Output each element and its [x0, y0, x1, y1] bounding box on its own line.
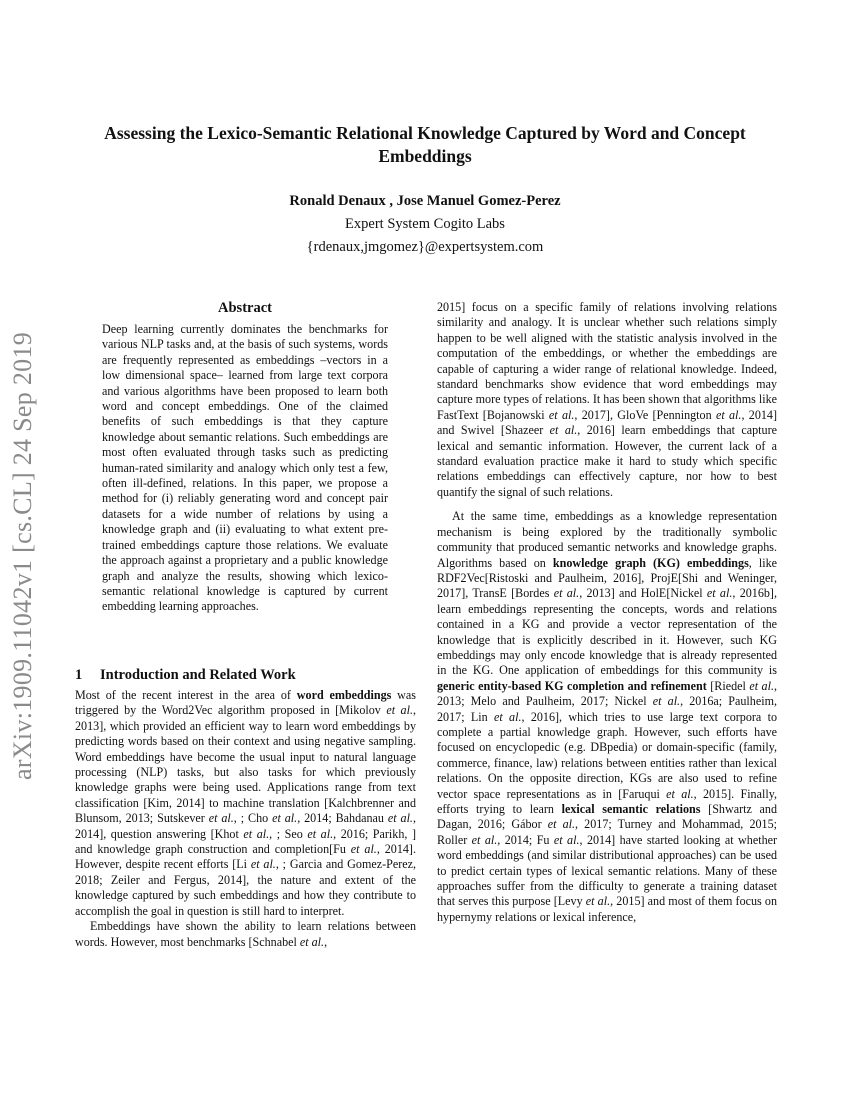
bold-term: word embeddings	[296, 688, 392, 702]
italic-text: et al.	[386, 703, 413, 718]
paragraph	[437, 300, 777, 500]
right-column-body	[437, 300, 777, 925]
bold-term: generic entity-based KG completion and refinement	[437, 678, 707, 693]
text-run: , like RDF2Vec[Ristoski and Paulheim, 2016], ProjE[Shi and Weninger, 2017], TransE [Bordes	[437, 555, 778, 601]
text-run: , 2014; Fu	[497, 832, 554, 847]
text-run: , 2014] and Swivel [Shazeer	[437, 407, 777, 438]
text-run: , 2016; Parikh, ] and knowledge graph construction and completion[Fu	[75, 826, 417, 857]
bold-term: lexical semantic relations	[561, 802, 701, 816]
section-heading	[75, 667, 415, 684]
paragraph	[75, 919, 416, 950]
abstract-body	[102, 322, 388, 615]
text-run: 2015] focus on a specific family of relations involving relations similarity and analogy. It is unclear whether such relations simply happen to be well aligned with the statistic analysis involved in the computation of the embeddings, or whether the embeddings are capable of capturing a wider range of relational knowledge. Indeed, standard benchmarks show evidence that word embeddings may capture more types of relations. It has been shown that algorithms like FastText [Bojanowski	[437, 300, 777, 422]
text-run: At the same time, embeddings as a knowledge representation mechanism is being explored by the traditionally symbolic community that produced semantic networks and knowledge graphs. Algorithms based on	[437, 509, 777, 570]
italic-text: et al.	[471, 832, 498, 847]
text-run: , ; Garcia and Gomez-Perez, 2018; Zeiler and Fergus, 2014], the nature and extent of the knowledge captured by such embeddings and how they contribute to accomplish the goal in question is still hard to interpret.	[75, 857, 416, 918]
text-run: , 2014; Bahdanau	[297, 811, 388, 826]
text-run: [Shwartz and Dagan, 2016; Gábor	[437, 802, 777, 832]
italic-text: et al.	[666, 786, 694, 801]
text-run: , 2017; Turney and Mohammad, 2015; Roller	[437, 817, 777, 847]
text-run: , ; Seo	[269, 826, 308, 841]
text-run: [Riedel	[706, 678, 750, 693]
text-run: , ; Cho	[233, 811, 273, 826]
text-run: , 2014] have started looking at whether word embeddings (and similar distributional approaches) can be used to predict certain types of lexical semantic relations. Many of these approaches suffer from the difficulty to generate a training dataset that serves this purpose [Levy	[437, 832, 778, 909]
text-run: Embeddings have shown the ability to learn relations between words. However, most benchmarks [Schnabel	[75, 919, 416, 949]
text-run: , 2013], which provided an efficient way to learn word embeddings by predicting words based on their context and using negative sampling. Word embeddings have become the usual input to natural language processing (NLP) tasks, but also tasks for which previously knowledge graphs were being used. Applications range from text classification [Kim, 2014] to machine translation [Kalchbrenner and Blunsom, 2013; Sutskever	[75, 703, 416, 826]
italic-text: et al.	[553, 832, 580, 847]
text-run: , 2016a; Paulheim, 2017; Lin	[437, 694, 777, 724]
text-run: Most of the recent interest in the area of	[75, 688, 297, 702]
text-run: , 2016b], learn embeddings representing the concepts, words and relations contained in a KG and provide a vector representation of the knowledge that is explicitly described in it. However, such KG embeddings may only encode knowledge that is already represented in the KG. One application of embeddings for this community is	[437, 586, 777, 678]
paper-title: Assessing the Lexico-Semantic Relational Knowledge Captured by Word and Concept Embeddings	[104, 123, 746, 166]
text-run: , 2015]. Finally, efforts trying to learn	[437, 786, 777, 816]
bold-term: knowledge graph (KG) embeddings	[552, 555, 749, 570]
text-run: was triggered by the Word2Vec algorithm proposed in [Mikolov	[75, 688, 416, 718]
text-run: , 2016], which tries to use large text corpora to complete a partial knowledge graph. However, such efforts have focused on encyclopedic (e.g. DBpedia) or domain-specific (family, commerce, finance, law) relations between entities rather than lexical relations. On the opposite direction, KGs are also used to refine vector space representations as in [Faruqui	[437, 709, 777, 801]
text-run: , 2014]. However, despite recent efforts [Li	[75, 842, 416, 872]
italic-text: et al.	[749, 678, 774, 693]
italic-text: et al.	[250, 857, 276, 872]
text-run: , 2013] and HolE[Nickel	[579, 586, 707, 601]
paragraph	[437, 509, 777, 925]
text-run: ,	[324, 934, 328, 949]
italic-text: et al.	[494, 709, 522, 724]
italic-text: et al.	[243, 826, 270, 841]
italic-text: et al.	[553, 586, 580, 601]
left-column-body	[75, 688, 416, 950]
author-email: {rdenaux,jmgomez}@expertsystem.com	[306, 239, 544, 255]
section-number: 1	[75, 667, 83, 683]
author-affiliation: Expert System Cogito Labs	[345, 216, 505, 232]
italic-text: et al.	[549, 423, 578, 438]
italic-text: et al.	[652, 694, 681, 709]
paper-authors: Ronald Denaux , Jose Manuel Gomez-Perez	[289, 193, 561, 209]
abstract-heading: Abstract	[218, 300, 272, 316]
italic-text: et al.	[272, 811, 298, 826]
section-title: Introduction and Related Work	[100, 667, 296, 683]
italic-text: et al.	[299, 934, 325, 949]
italic-text: et al.	[350, 842, 377, 857]
italic-text: et al.	[715, 407, 742, 422]
italic-text: et al.	[387, 811, 413, 826]
text-run: , 2013; Melo and Paulheim, 2017; Nickel	[437, 678, 777, 709]
italic-text: et al.	[307, 826, 334, 841]
italic-text: et al.	[706, 586, 733, 601]
abstract-text: Deep learning currently dominates the benchmarks for various NLP tasks and, at the basis of such systems, words are frequently represented as embeddings –vectors in a low dimensional space– learned from large text corpora and various algorithms have been proposed to learn both word and concept embeddings. One of the claimed benefits of such embeddings is that they capture knowledge about semantic relations. Such embeddings are most often evaluated through tasks such as predicting human-rated similarity and analogy which only test a few, often ill-defined, relations. In this paper, we propose a method for (i) reliably generating word and concept pair datasets for a wide number of relations by using a knowledge graph and (ii) evaluating to what extent pre-trained embeddings capture those relations. We evaluate the approach against a proprietary and a public knowledge graph and analyze the results, showing which lexico-semantic relational knowledge is captured by current embedding learning approaches.	[102, 322, 388, 614]
italic-text: et al.	[585, 894, 611, 909]
text-run: , 2014], question answering [Khot	[75, 811, 416, 841]
italic-text: et al.	[548, 407, 575, 422]
text-run: , 2015] and most of them focus on hypernymy relations or lexical inference,	[437, 894, 777, 924]
arxiv-identifier: arXiv:1909.11042v1 [cs.CL] 24 Sep 2019	[8, 331, 37, 780]
italic-text: et al.	[208, 811, 234, 826]
italic-text: et al.	[547, 817, 576, 832]
text-run: , 2016] learn embeddings that capture lexical and semantic information. However, the current lack of a standard evaluation practice make it hard to study which specific relations embeddings can effectively capture, nor how to best quantify the signal of such relations.	[437, 423, 777, 499]
paragraph	[75, 688, 416, 919]
text-run: , 2017], GloVe [Pennington	[574, 407, 716, 422]
